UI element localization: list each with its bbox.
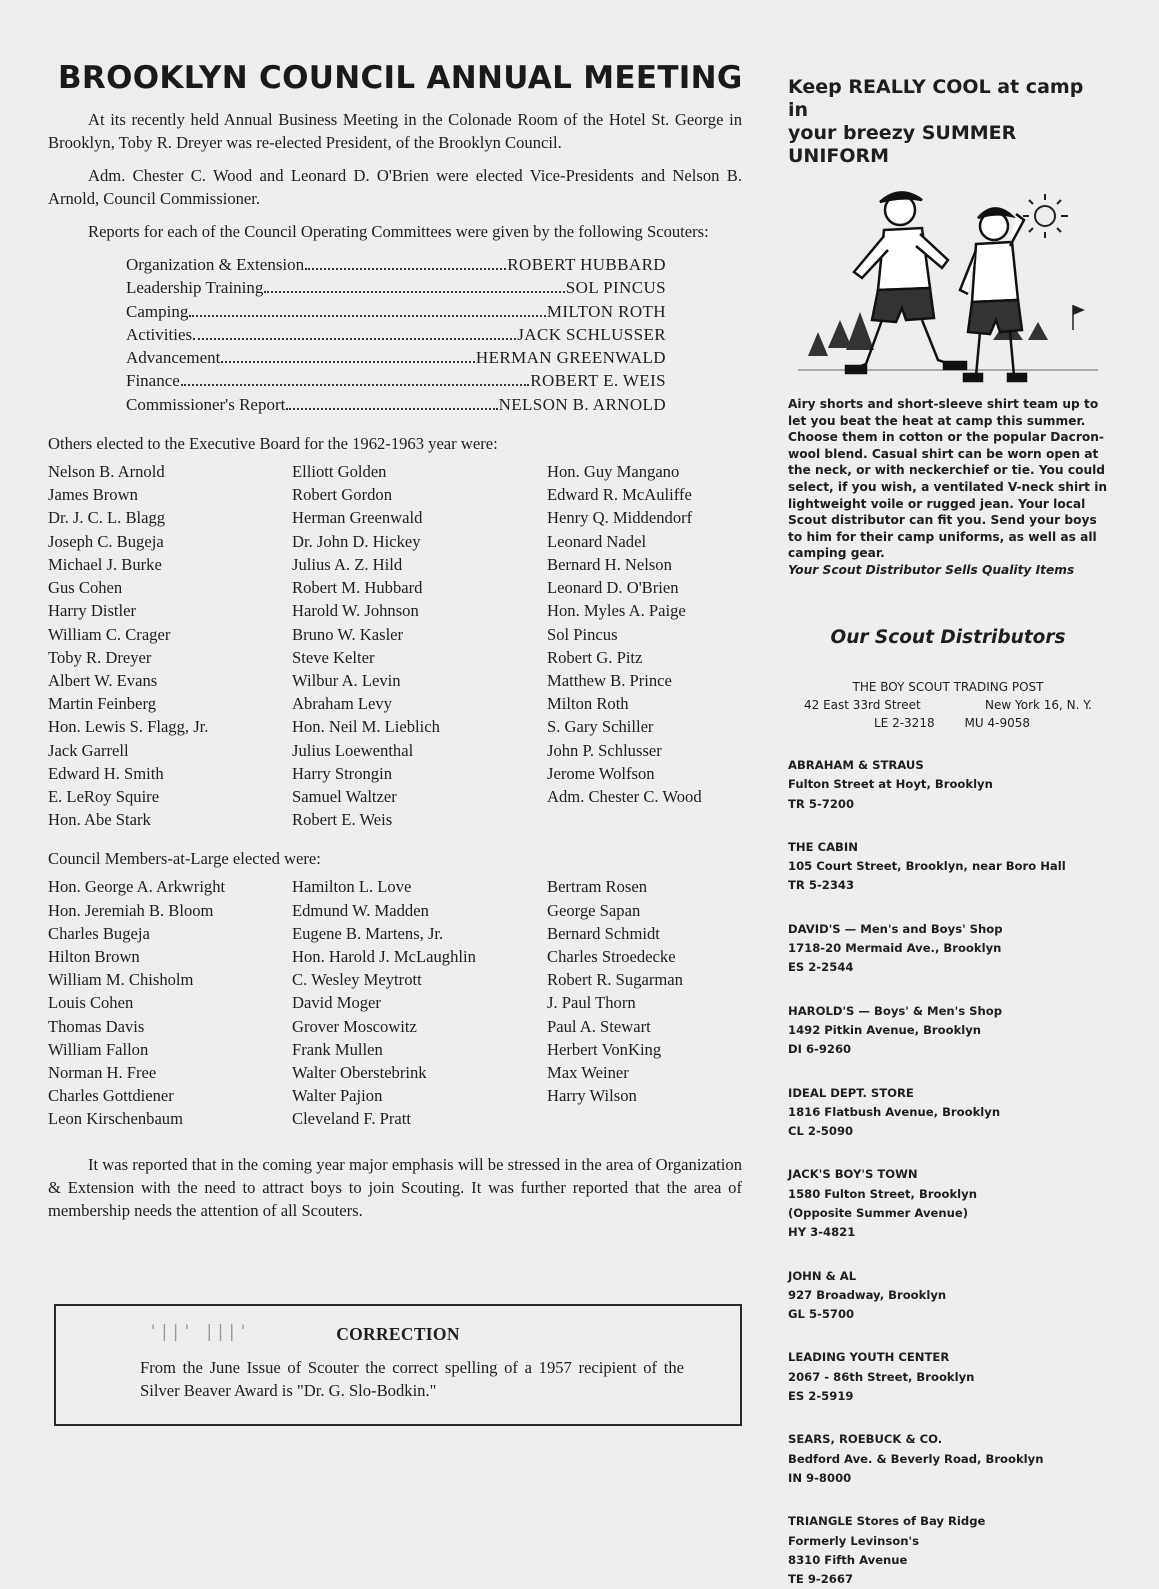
name-column bbox=[48, 460, 292, 831]
dealer-detail: TR 5-7200 bbox=[788, 796, 855, 811]
dealer-detail: GL 5-5700 bbox=[788, 1307, 855, 1322]
person-name: Bruno W. Kasler bbox=[292, 624, 404, 644]
person-name: Elliott Golden bbox=[292, 462, 387, 482]
person-name: Robert E. Weis bbox=[292, 810, 393, 830]
dealer-detail: 1816 Flatbush Avenue, Brooklyn bbox=[788, 1104, 1001, 1119]
person-name: William C. Crager bbox=[48, 624, 171, 644]
person-name: George Sapan bbox=[547, 900, 641, 920]
report-line bbox=[126, 393, 666, 416]
ad-title-line: your breezy SUMMER UNIFORM bbox=[788, 122, 1017, 167]
distributors-heading: Our Scout Distributors bbox=[830, 626, 1066, 648]
person-name: Robert Gordon bbox=[292, 485, 393, 505]
person-name: Gus Cohen bbox=[48, 578, 123, 598]
dealer-detail: 8310 Fifth Avenue bbox=[788, 1552, 908, 1567]
dealer-entry bbox=[788, 1430, 1108, 1488]
person-name: William M. Chisholm bbox=[48, 970, 194, 990]
person-name: C. Wesley Meytrott bbox=[292, 970, 422, 990]
dealer-entry bbox=[788, 1348, 1108, 1406]
members-at-large-heading: Council Members-at-Large elected were: bbox=[48, 849, 321, 869]
report-topic: Camping bbox=[126, 301, 189, 321]
report-line bbox=[126, 300, 666, 323]
person-name: Nelson B. Arnold bbox=[48, 462, 165, 482]
name-column bbox=[292, 875, 547, 1130]
correction-text: From the June Issue of Scouter the correct spelling of a 1957 recipient of the Silver Beaver Award is "Dr. G. Slo-Bodkin." bbox=[140, 1358, 684, 1400]
ad-body: Airy shorts and short-sleeve shirt team up to let you beat the heat at camp this summer. Choose them in cotton or the popular Dacron-wool blend. Casual shirt can be worn open at the neck, or with neckerchief or tie. You could select, if you wish, a ventilated V-neck shirt in lightweight voile or rugged jean. Your local Scout distributor can fit you. Send your boys to him for their camp uniforms, as well as all camping gear. bbox=[788, 397, 1108, 561]
person-name: Cleveland F. Pratt bbox=[292, 1109, 411, 1129]
name-column bbox=[48, 875, 292, 1130]
members-at-large-list bbox=[48, 875, 742, 1130]
person-name: Harry Distler bbox=[48, 601, 137, 621]
person-name: Hon. Abe Stark bbox=[48, 810, 151, 830]
dealer-detail: TE 9-2667 bbox=[788, 1572, 854, 1587]
sun-icon bbox=[1023, 194, 1068, 238]
person-name: Charles Gottdiener bbox=[48, 1086, 174, 1106]
dealer-detail: CL 2-5090 bbox=[788, 1124, 854, 1139]
dealer-entry bbox=[788, 1002, 1108, 1060]
person-name: Hon. George A. Arkwright bbox=[48, 877, 226, 897]
person-name: Charles Bugeja bbox=[48, 923, 150, 943]
ad-title-line: Keep REALLY COOL at camp in bbox=[788, 76, 1084, 121]
article-paragraph: Adm. Chester C. Wood and Leonard D. O'Brien were elected Vice-Presidents and Nelson B. Arnold, Council Commissioner. bbox=[48, 166, 742, 208]
person-name: Samuel Waltzer bbox=[292, 786, 397, 806]
person-name: Robert M. Hubbard bbox=[292, 578, 423, 598]
person-name: E. LeRoy Squire bbox=[48, 786, 160, 806]
dealer-detail: DI 6-9260 bbox=[788, 1042, 852, 1057]
leader-dots bbox=[221, 361, 475, 363]
person-name: Dr. J. C. L. Blagg bbox=[48, 508, 166, 528]
dealer-detail: ES 2-2544 bbox=[788, 960, 854, 975]
dealer-detail: 2067 - 86th Street, Brooklyn bbox=[788, 1369, 975, 1384]
report-presenter: ROBERT HUBBARD bbox=[507, 255, 666, 274]
dealer-detail: IN 9-8000 bbox=[788, 1470, 852, 1485]
person-name: Bernard Schmidt bbox=[547, 923, 660, 943]
person-name: Joseph C. Bugeja bbox=[48, 531, 164, 551]
correction-title: CORRECTION bbox=[336, 1324, 460, 1344]
person-name: James Brown bbox=[48, 485, 138, 505]
trading-post-address: 42 East 33rd Street bbox=[804, 697, 921, 712]
person-name: Edmund W. Madden bbox=[292, 900, 429, 920]
person-name: Edward H. Smith bbox=[48, 763, 164, 783]
report-line bbox=[126, 323, 666, 346]
person-name: Harold W. Johnson bbox=[292, 601, 419, 621]
person-name: Charles Stroedecke bbox=[547, 946, 676, 966]
report-presenter: SOL PINCUS bbox=[565, 278, 666, 298]
committee-reports bbox=[126, 253, 666, 416]
dealer-detail: Bedford Ave. & Beverly Road, Brooklyn bbox=[788, 1451, 1044, 1466]
dealer-detail: (Opposite Summer Avenue) bbox=[788, 1205, 969, 1220]
leader-dots bbox=[189, 315, 545, 317]
person-name: David Moger bbox=[292, 993, 381, 1013]
person-name: Walter Oberstebrink bbox=[292, 1062, 427, 1082]
dealer-name: JOHN & AL bbox=[788, 1268, 857, 1283]
person-name: Walter Pajion bbox=[292, 1086, 383, 1106]
person-name: Hamilton L. Love bbox=[292, 877, 412, 897]
ad-title bbox=[788, 76, 1108, 168]
report-topic: Advancement bbox=[126, 348, 221, 368]
trading-post-city: New York 16, N. Y. bbox=[985, 697, 1092, 712]
person-name: J. Paul Thorn bbox=[547, 993, 636, 1013]
scouts-illustration bbox=[788, 180, 1106, 390]
leader-dots bbox=[264, 291, 564, 293]
dealer-entry bbox=[788, 1267, 1108, 1325]
person-name: Hon. Harold J. McLaughlin bbox=[292, 946, 476, 966]
trading-post-phone: MU 4-9058 bbox=[964, 715, 1030, 730]
dealer-name: DAVID'S — Men's and Boys' Shop bbox=[788, 921, 1003, 936]
person-name: Julius A. Z. Hild bbox=[292, 554, 403, 574]
person-name: Herman Greenwald bbox=[292, 508, 423, 528]
dealer-detail: 105 Court Street, Brooklyn, near Boro Hall bbox=[788, 859, 1066, 874]
dealer-detail: Formerly Levinson's bbox=[788, 1533, 919, 1548]
person-name: S. Gary Schiller bbox=[547, 717, 654, 737]
name-column bbox=[547, 875, 742, 1130]
leader-dots bbox=[286, 408, 497, 410]
report-topic: Leadership Training bbox=[126, 278, 264, 298]
person-name: Dr. John D. Hickey bbox=[292, 531, 421, 551]
person-name: Hon. Guy Mangano bbox=[547, 462, 680, 482]
report-line bbox=[126, 369, 666, 392]
leader-dots bbox=[193, 338, 516, 340]
dealer-name: HAROLD'S — Boys' & Men's Shop bbox=[788, 1003, 1003, 1018]
trading-post-phone-row bbox=[788, 714, 1108, 732]
report-topic: Activities bbox=[126, 324, 193, 344]
person-name: Leon Kirschenbaum bbox=[48, 1109, 184, 1129]
dealer-name: TRIANGLE Stores of Bay Ridge bbox=[788, 1514, 986, 1529]
article-paragraph: Reports for each of the Council Operating Committees were given by the following Scouters: bbox=[88, 222, 709, 241]
dealer-name: IDEAL DEPT. STORE bbox=[788, 1085, 914, 1100]
person-name: Leonard Nadel bbox=[547, 531, 647, 551]
executive-board-heading: Others elected to the Executive Board for the 1962-1963 year were: bbox=[48, 434, 498, 454]
dealer-detail: HY 3-4821 bbox=[788, 1225, 856, 1240]
dealer-detail: 927 Broadway, Brooklyn bbox=[788, 1287, 947, 1302]
dealer-entry bbox=[788, 756, 1108, 814]
person-name: Hilton Brown bbox=[48, 946, 140, 966]
person-name: Frank Mullen bbox=[292, 1039, 383, 1059]
person-name: Matthew B. Prince bbox=[547, 670, 672, 690]
person-name: Herbert VonKing bbox=[547, 1039, 662, 1059]
executive-board-list bbox=[48, 460, 742, 831]
correction-box bbox=[54, 1304, 742, 1426]
person-name: Julius Loewenthal bbox=[292, 740, 414, 760]
person-name: Henry Q. Middendorf bbox=[547, 508, 693, 528]
name-column bbox=[292, 460, 547, 831]
article bbox=[48, 60, 742, 1222]
person-name: Grover Moscowitz bbox=[292, 1016, 417, 1036]
person-name: Hon. Neil M. Lieblich bbox=[292, 717, 440, 737]
scout-wiping-brow-icon bbox=[960, 208, 1026, 381]
dealer-detail: TR 5-2343 bbox=[788, 878, 855, 893]
dealer-name: JACK'S BOY'S TOWN bbox=[788, 1167, 918, 1182]
person-name: Hon. Myles A. Paige bbox=[547, 601, 686, 621]
dealer-entry bbox=[788, 838, 1108, 896]
person-name: Adm. Chester C. Wood bbox=[547, 786, 702, 806]
person-name: Toby R. Dreyer bbox=[48, 647, 152, 667]
trading-post-name: THE BOY SCOUT TRADING POST bbox=[852, 679, 1044, 694]
person-name: William Fallon bbox=[48, 1039, 149, 1059]
person-name: Bertram Rosen bbox=[547, 877, 648, 897]
report-line bbox=[126, 346, 666, 369]
person-name: Steve Kelter bbox=[292, 647, 375, 667]
dealer-entry bbox=[788, 1165, 1108, 1242]
person-name: Thomas Davis bbox=[48, 1016, 145, 1036]
person-name: Edward R. McAuliffe bbox=[547, 485, 692, 505]
report-line bbox=[126, 276, 666, 299]
dealer-entry bbox=[788, 920, 1108, 978]
person-name: Abraham Levy bbox=[292, 694, 392, 714]
dealer-detail: 1718-20 Mermaid Ave., Brooklyn bbox=[788, 941, 1002, 956]
person-name: Norman H. Free bbox=[48, 1062, 157, 1082]
report-line bbox=[126, 253, 666, 276]
report-presenter: JACK SCHLUSSER bbox=[517, 324, 666, 344]
person-name: Michael J. Burke bbox=[48, 554, 162, 574]
person-name: Bernard H. Nelson bbox=[547, 554, 672, 574]
report-presenter: MILTON ROTH bbox=[546, 301, 666, 321]
dealer-name: ABRAHAM & STRAUS bbox=[788, 757, 924, 772]
person-name: Robert R. Sugarman bbox=[547, 970, 683, 990]
dealer-name: SEARS, ROEBUCK & CO. bbox=[788, 1432, 943, 1447]
report-presenter: HERMAN GREENWALD bbox=[475, 348, 666, 368]
article-paragraph: At its recently held Annual Business Meeting in the Colonade Room of the Hotel St. George in Brooklyn, Toby R. Dreyer was re-elected President, of the Brooklyn Council. bbox=[48, 110, 742, 152]
article-title: BROOKLYN COUNCIL ANNUAL MEETING bbox=[58, 60, 743, 96]
dealer-detail: 1580 Fulton Street, Brooklyn bbox=[788, 1186, 977, 1201]
dealer-detail: Fulton Street at Hoyt, Brooklyn bbox=[788, 777, 993, 792]
person-name: Leonard D. O'Brien bbox=[547, 578, 679, 598]
person-name: Milton Roth bbox=[547, 694, 629, 714]
report-presenter: ROBERT E. WEIS bbox=[530, 371, 666, 391]
person-name: Wilbur A. Levin bbox=[292, 670, 401, 690]
person-name: John P. Schlusser bbox=[547, 740, 662, 760]
correction-marks: '||' |||' bbox=[148, 1322, 250, 1342]
report-topic: Organization & Extension bbox=[126, 255, 305, 274]
dealer-name: LEADING YOUTH CENTER bbox=[788, 1350, 950, 1365]
leader-dots bbox=[305, 268, 506, 270]
trading-post-phone: LE 2-3218 bbox=[874, 715, 935, 730]
report-presenter: NELSON B. ARNOLD bbox=[498, 394, 666, 414]
person-name: Albert W. Evans bbox=[48, 670, 158, 690]
sidebar bbox=[788, 76, 1108, 1589]
closing-paragraph: It was reported that in the coming year major emphasis will be stressed in the area of Organization & Extension with the need to attract boys to join Scouting. It was further reported that the area of membership needs the attention of all Scouters. bbox=[48, 1154, 742, 1220]
dealer-list bbox=[788, 756, 1108, 1589]
name-column bbox=[547, 460, 742, 831]
person-name: Sol Pincus bbox=[547, 624, 618, 644]
report-topic: Commissioner's Report bbox=[126, 394, 286, 414]
person-name: Harry Strongin bbox=[292, 763, 393, 783]
person-name: Harry Wilson bbox=[547, 1086, 637, 1106]
dealer-entry bbox=[788, 1512, 1108, 1589]
report-topic: Finance bbox=[126, 371, 180, 391]
person-name: Louis Cohen bbox=[48, 993, 134, 1013]
ad-tagline: Your Scout Distributor Sells Quality Items bbox=[788, 562, 1075, 577]
dealer-entry bbox=[788, 1084, 1108, 1142]
person-name: Jack Garrell bbox=[48, 740, 129, 760]
dealer-name: THE CABIN bbox=[788, 839, 858, 854]
person-name: Paul A. Stewart bbox=[547, 1016, 651, 1036]
person-name: Jerome Wolfson bbox=[547, 763, 655, 783]
person-name: Hon. Lewis S. Flagg, Jr. bbox=[48, 717, 209, 737]
person-name: Hon. Jeremiah B. Bloom bbox=[48, 900, 214, 920]
person-name: Robert G. Pitz bbox=[547, 647, 643, 667]
dealer-detail: 1492 Pitkin Avenue, Brooklyn bbox=[788, 1022, 982, 1037]
person-name: Martin Feinberg bbox=[48, 694, 156, 714]
trading-post bbox=[788, 678, 1108, 732]
trading-post-address-row bbox=[788, 696, 1108, 714]
dealer-detail: ES 2-5919 bbox=[788, 1389, 854, 1404]
leader-dots bbox=[181, 384, 529, 386]
person-name: Max Weiner bbox=[547, 1062, 629, 1082]
person-name: Eugene B. Martens, Jr. bbox=[292, 923, 444, 943]
